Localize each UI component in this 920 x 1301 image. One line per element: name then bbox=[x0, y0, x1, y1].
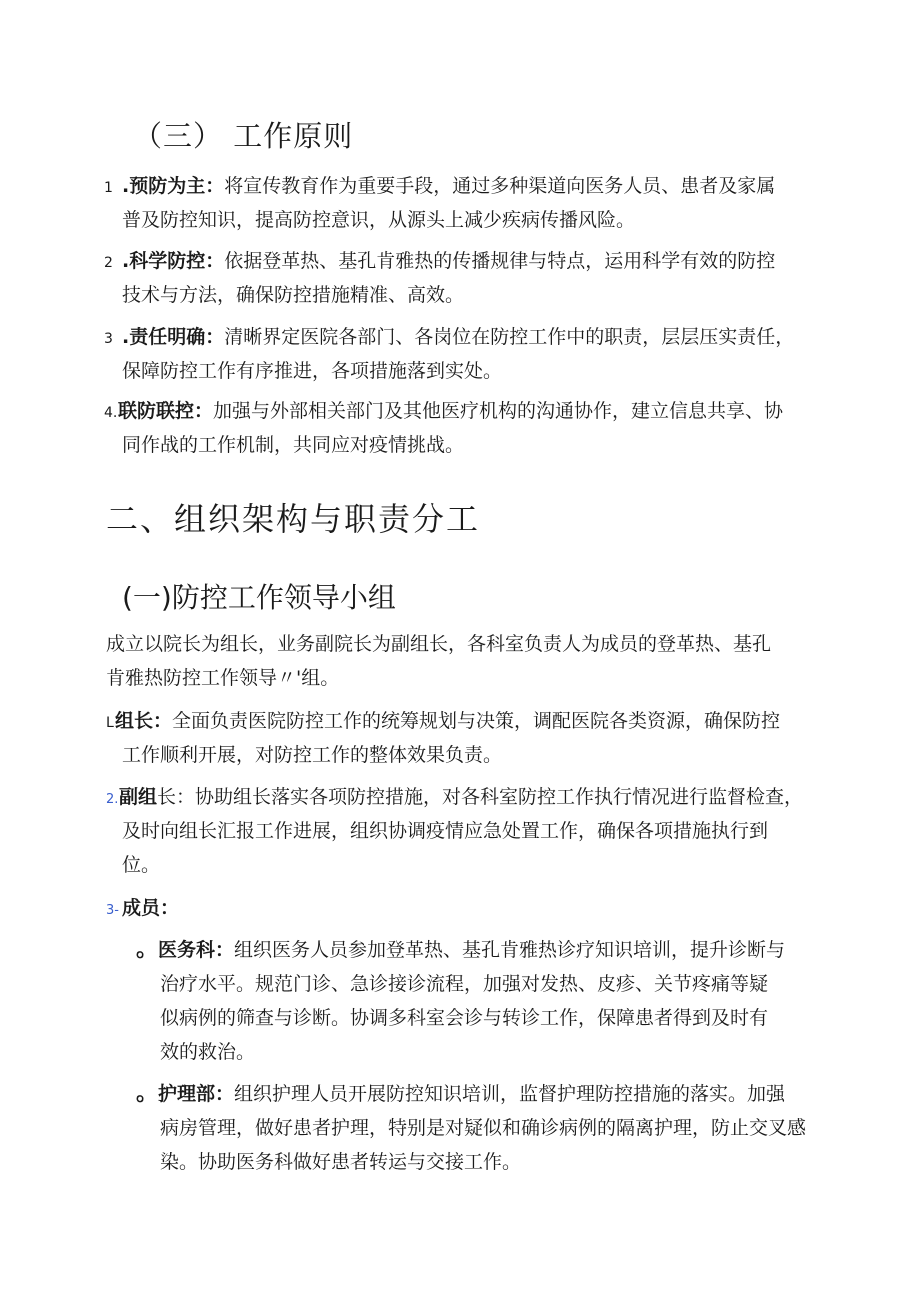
dept-medical-bullet: 。 bbox=[136, 937, 159, 962]
dept-medical-text-3: 似病例的筛查与诊断。协调多科室会诊与转诊工作，保障患者得到及时有 bbox=[160, 1007, 769, 1029]
dept-medical-name: 医务科： bbox=[158, 939, 235, 961]
principle-1-line1 bbox=[104, 169, 775, 205]
dept-medical-text-4: 效的救治。 bbox=[160, 1041, 256, 1063]
principle-2-text-2: 技术与方法，确保防控措施精准、高效。 bbox=[122, 284, 465, 306]
leader-text-2: 工作顺利开展，对防控工作的整体效果负责。 bbox=[122, 744, 503, 766]
principle-1-label: .预防为主： bbox=[122, 175, 225, 197]
deputy-label-tail: 长： bbox=[157, 786, 196, 808]
principle-2-label: .科学防控： bbox=[122, 250, 225, 272]
principle-3-number: 3 bbox=[104, 331, 113, 347]
dept-nursing-name: 护理部： bbox=[158, 1083, 235, 1105]
principle-3-text-1: 清晰界定医院各部门、各岗位在防控工作中的职责，层层压实责任， bbox=[224, 326, 795, 348]
principle-1-number: 1 bbox=[104, 180, 113, 196]
deputy-line1 bbox=[106, 780, 803, 817]
principle-4-number: 4. bbox=[104, 405, 118, 421]
intro-text-2: 肯雅热防控工作领导〃'组。 bbox=[106, 667, 340, 689]
dept-medical-text-1: 组织医务人员参加登革热、基孔肯雅热诊疗知识培训，提升诊断与 bbox=[234, 939, 786, 961]
deputy-number: 2. bbox=[106, 792, 119, 807]
deputy-label: 副组 bbox=[119, 786, 158, 808]
leader-number: L bbox=[106, 715, 114, 731]
dept-medical-text-2: 治疗水平。规范门诊、急诊接诊流程，加强对发热、皮疹、关节疼痛等疑 bbox=[160, 973, 769, 995]
principle-3-text-2: 保障防控工作有序推进，各项措施落到实处。 bbox=[122, 360, 503, 382]
principle-4-text-2: 同作战的工作机制，共同应对疫情挑战。 bbox=[122, 434, 465, 456]
principle-2-text-1: 依据登革热、基孔肯雅热的传播规律与特点，运用科学有效的防控 bbox=[224, 250, 776, 272]
leader-text-1: 全面负责医院防控工作的统筹规划与决策，调配医院各类资源，确保防控 bbox=[172, 710, 781, 732]
principle-1-text-2: 普及防控知识，提高防控意识，从源头上减少疾病传播风险。 bbox=[122, 209, 636, 231]
members-label: 成员： bbox=[122, 897, 180, 919]
chapter-2-heading: 二、组织架构与职责分工 bbox=[106, 500, 481, 538]
dept-nursing-text-3: 染。协助医务科做好患者转运与交接工作。 bbox=[160, 1151, 522, 1173]
principle-3-line1 bbox=[104, 320, 794, 356]
dept-nursing-text-2: 病房管理，做好患者护理，特别是对疑似和确诊病例的隔离护理，防止交叉感 bbox=[160, 1117, 807, 1139]
dept-medical-line1 bbox=[136, 933, 785, 967]
principle-4-text-1: 加强与外部相关部门及其他医疗机构的沟通协作，建立信息共享、协 bbox=[213, 400, 784, 422]
subsection-1-heading: (一)防控工作领导小组 bbox=[122, 581, 396, 614]
members-number: 3- bbox=[106, 903, 119, 918]
dept-nursing-bullet: 。 bbox=[136, 1081, 159, 1106]
principle-4-line1 bbox=[104, 394, 783, 430]
leader-label: 组长： bbox=[115, 710, 173, 732]
section-3-heading: （三） 工作原则 bbox=[133, 119, 354, 153]
principle-4-label: 联防联控： bbox=[118, 400, 214, 422]
principle-2-line1 bbox=[104, 244, 775, 280]
deputy-text-3: 位。 bbox=[122, 854, 161, 876]
deputy-text-1: 协助组长落实各项防控措施，对各科室防控工作执行情况进行监督检查， bbox=[195, 786, 804, 808]
principle-3-label: .责任明确： bbox=[122, 326, 225, 348]
principle-2-number: 2 bbox=[104, 255, 113, 271]
intro-text-1: 成立以院长为组长，业务副院长为副组长，各科室负责人为成员的登革热、基孔 bbox=[106, 633, 772, 655]
leader-line1 bbox=[106, 704, 780, 740]
members-line bbox=[106, 891, 179, 928]
principle-1-text-1: 将宣传教育作为重要手段，通过多种渠道向医务人员、患者及家属 bbox=[224, 175, 776, 197]
dept-nursing-text-1: 组织护理人员开展防控知识培训，监督护理防控措施的落实。加强 bbox=[234, 1083, 786, 1105]
deputy-text-2: 及时向组长汇报工作进展，组织协调疫情应急处置工作，确保各项措施执行到 bbox=[122, 820, 769, 842]
dept-nursing-line1 bbox=[136, 1077, 785, 1111]
